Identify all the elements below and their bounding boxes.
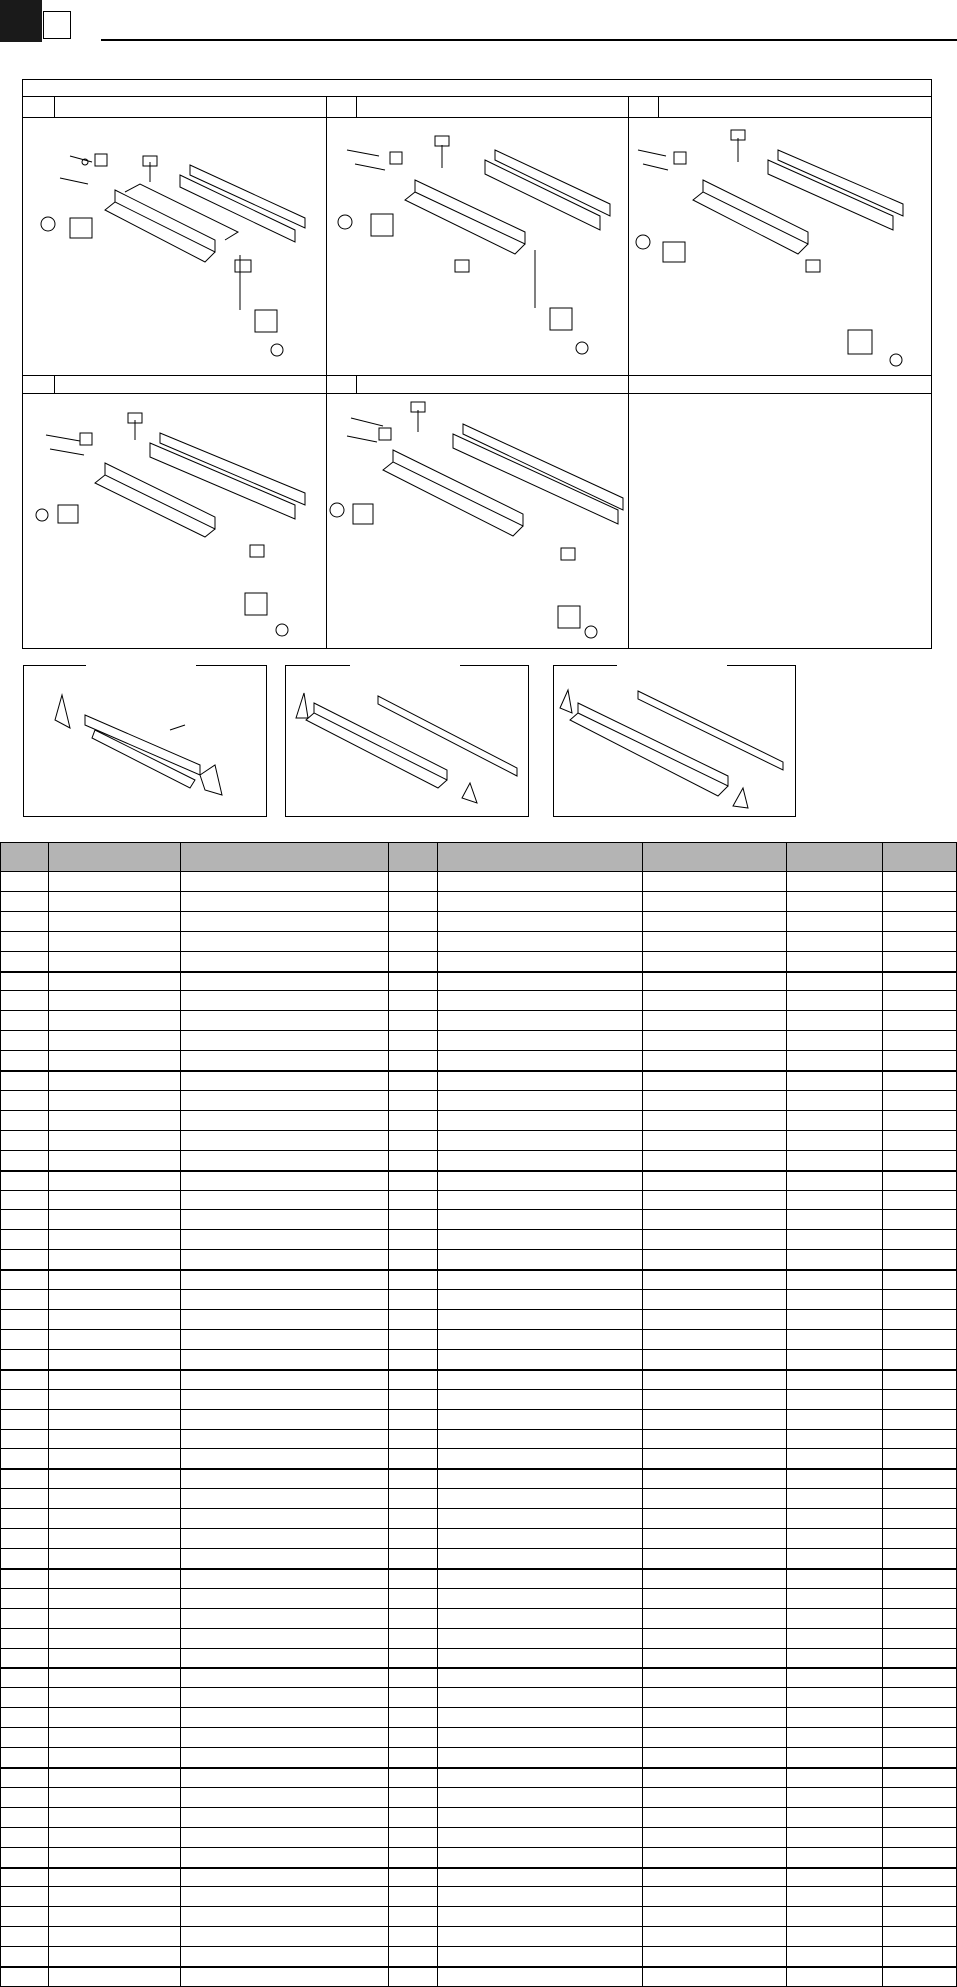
table-row-line [0, 1289, 957, 1290]
table-row-line [0, 1369, 957, 1371]
table-row-line [0, 1747, 957, 1748]
table-row-line [0, 1926, 957, 1927]
panel-label-tick [54, 375, 55, 393]
table-row-line [0, 1886, 957, 1887]
frame-col-divider [326, 96, 327, 648]
table-column-line [437, 842, 438, 1987]
subassembly-drawing-3 [558, 688, 788, 813]
table-row-line [0, 1050, 957, 1051]
section-marker [0, 0, 42, 42]
table-row-line [0, 1329, 957, 1330]
table-row-line [0, 1110, 957, 1111]
table-row-line [0, 1727, 957, 1728]
table-row-line [0, 1787, 957, 1788]
box-title-gap [350, 663, 460, 668]
table-row-line [0, 1389, 957, 1390]
table-row-line [0, 1150, 957, 1151]
parts-table-header [0, 842, 957, 872]
exploded-view-4 [30, 405, 320, 645]
table-row-line [0, 891, 957, 892]
table-row-line [0, 1349, 957, 1350]
box-title-gap [617, 663, 727, 668]
table-row-line [0, 1687, 957, 1688]
table-row-line [0, 1190, 957, 1191]
subassembly-drawing-1 [50, 690, 250, 810]
exploded-view-3 [638, 120, 928, 370]
table-row-line [0, 1707, 957, 1708]
table-row-line [0, 1010, 957, 1011]
table-column-line [180, 842, 181, 1987]
frame-title-rule [23, 96, 931, 97]
table-row-line [0, 1946, 957, 1947]
table-row-line [0, 931, 957, 932]
table-row-line [0, 1767, 957, 1769]
table-row-line [0, 1090, 957, 1091]
parts-table [0, 842, 957, 1987]
table-row-line [0, 1170, 957, 1172]
section-box [43, 11, 71, 39]
table-row-line [0, 1249, 957, 1250]
table-row-line [0, 1847, 957, 1848]
header-rule [101, 39, 957, 41]
exploded-view-1 [30, 120, 320, 370]
frame-label-rule [23, 117, 931, 118]
table-column-line [642, 842, 643, 1987]
table-row-line [0, 1807, 957, 1808]
table-row-line [0, 1070, 957, 1072]
panel-label-tick [54, 96, 55, 117]
table-row-line [0, 1648, 957, 1649]
table-row-line [0, 1229, 957, 1230]
frame-col-divider [628, 96, 629, 648]
table-column-line [0, 842, 1, 1987]
table-row-line [0, 1488, 957, 1489]
table-row-line [0, 1468, 957, 1470]
table-row-line [0, 1269, 957, 1271]
panel-label-tick [356, 375, 357, 393]
frame-label-rule [23, 393, 931, 394]
table-row-line [0, 1548, 957, 1549]
table-row-line [0, 1448, 957, 1449]
table-row-line [0, 1528, 957, 1529]
table-row-line [0, 1966, 957, 1968]
table-row-line [0, 1309, 957, 1310]
table-row-line [0, 1130, 957, 1131]
table-column-line [48, 842, 49, 1987]
table-row-line [0, 1568, 957, 1570]
table-column-line [388, 842, 389, 1987]
table-row-line [0, 1867, 957, 1869]
table-row-line [0, 1209, 957, 1210]
table-row-line [0, 951, 957, 952]
frame-row-divider [23, 375, 931, 376]
table-row-line [0, 1429, 957, 1430]
table-row-line [0, 990, 957, 991]
panel-label-tick [356, 96, 357, 117]
table-row-line [0, 911, 957, 912]
table-row-line [0, 1409, 957, 1410]
table-column-line [786, 842, 787, 1987]
table-row-line [0, 1030, 957, 1031]
table-row-line [0, 1628, 957, 1629]
box-title-gap [86, 663, 196, 668]
table-row-line [0, 1508, 957, 1509]
table-row-line [0, 1608, 957, 1609]
table-row-line [0, 1827, 957, 1828]
exploded-view-2 [335, 120, 625, 370]
subassembly-drawing-2 [292, 688, 522, 813]
table-row-line [0, 971, 957, 973]
table-row-line [0, 1588, 957, 1589]
table-row-line [0, 1667, 957, 1669]
exploded-view-5 [333, 400, 623, 645]
panel-label-tick [658, 96, 659, 117]
table-row-line [0, 1906, 957, 1907]
table-column-line [882, 842, 883, 1987]
